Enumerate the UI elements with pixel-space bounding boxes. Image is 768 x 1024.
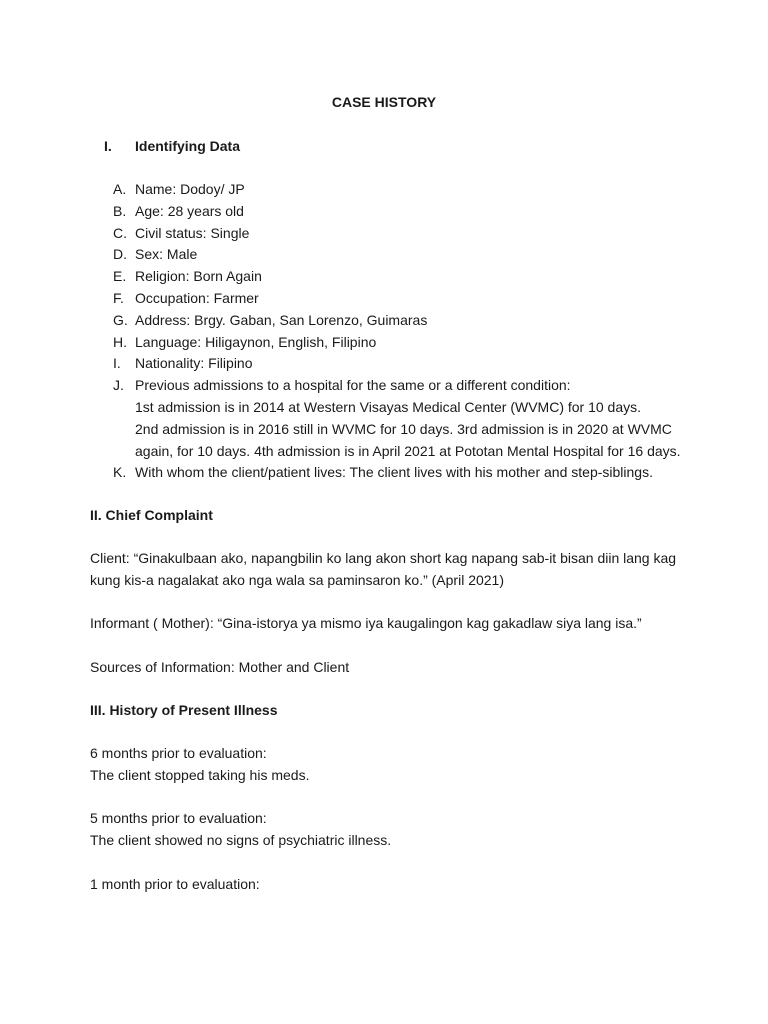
list-item xyxy=(113,201,713,223)
list-item xyxy=(113,462,713,484)
history-entry-when: 6 months prior to evaluation: xyxy=(90,745,267,761)
list-letter: F. xyxy=(113,289,124,306)
history-entry xyxy=(90,874,690,896)
history-entry-what: The client stopped taking his meds. xyxy=(90,766,310,783)
list-item-text: Previous admissions to a hospital for the same or a different condition: xyxy=(135,377,571,394)
list-letter: K. xyxy=(113,464,127,481)
list-letter: C. xyxy=(113,224,127,241)
list-item-text: Sex: Male xyxy=(135,246,198,263)
list-item-text: Religion: Born Again xyxy=(135,268,262,285)
identifying-data-list xyxy=(113,179,713,484)
list-item-text: Age: 28 years old xyxy=(135,202,244,219)
list-letter: B. xyxy=(113,202,127,219)
list-letter: H. xyxy=(113,333,127,350)
list-letter: J. xyxy=(113,377,124,394)
list-item-text: With whom the client/patient lives: The client lives with his mother and step-siblings. xyxy=(135,464,653,481)
list-item-text: Language: Hiligaynon, English, Filipino xyxy=(135,333,377,350)
list-item xyxy=(113,179,713,201)
list-item-text: Civil status: Single xyxy=(135,224,250,241)
history-entry-when: 1 month prior to evaluation: xyxy=(90,876,260,892)
list-item xyxy=(113,266,713,288)
informant-complaint: Informant ( Mother): “Gina-istorya ya mismo iya kaugalingon kag gakadlaw siya lang isa.” xyxy=(90,615,642,631)
list-letter: G. xyxy=(113,311,128,328)
list-item xyxy=(113,375,713,462)
admission-line: 2nd admission is in 2016 still in WVMC for 10 days. 3rd admission is in 2020 at WVMC xyxy=(135,420,672,437)
list-item-text: Nationality: Filipino xyxy=(135,355,253,372)
section-numeral: I. xyxy=(104,138,112,154)
section-identifying-data-heading xyxy=(104,137,240,155)
document-title: CASE HISTORY xyxy=(331,94,437,110)
list-item xyxy=(113,332,713,354)
list-item-text: Occupation: Farmer xyxy=(135,289,259,306)
list-letter: E. xyxy=(113,268,127,285)
client-complaint-line: Client: “Ginakulbaan ako, napangbilin ko lang akon short kag napang sab-it bisan diin lang kag xyxy=(90,550,677,566)
client-complaint-line: kung kis-a nagalakat ako nga wala sa paminsaron ko.” (April 2021) xyxy=(90,571,505,588)
list-item-text: Name: Dodoy/ JP xyxy=(135,181,245,197)
admission-line: 1st admission is in 2014 at Western Visayas Medical Center (WVMC) for 10 days. xyxy=(135,398,642,415)
list-item xyxy=(113,310,713,332)
section-heading-text: Identifying Data xyxy=(135,138,241,154)
client-complaint xyxy=(90,548,690,592)
list-letter: D. xyxy=(113,246,127,263)
history-entry xyxy=(90,808,690,852)
history-present-illness-heading: III. History of Present Illness xyxy=(90,702,278,718)
list-item xyxy=(113,223,713,245)
history-entry xyxy=(90,743,690,787)
history-entry-when: 5 months prior to evaluation: xyxy=(90,810,267,826)
list-item xyxy=(113,353,713,375)
list-letter: I. xyxy=(113,355,121,372)
admission-line: again, for 10 days. 4th admission is in April 2021 at Pototan Mental Hospital for 16 days. xyxy=(135,442,681,459)
chief-complaint-heading: II. Chief Complaint xyxy=(90,507,213,523)
list-letter: A. xyxy=(113,181,127,197)
list-item-text: Address: Brgy. Gaban, San Lorenzo, Guimaras xyxy=(135,311,428,328)
history-entry-what: The client showed no signs of psychiatric illness. xyxy=(90,831,392,848)
sources-of-information: Sources of Information: Mother and Client xyxy=(90,659,350,675)
list-item xyxy=(113,244,713,266)
list-item xyxy=(113,288,713,310)
